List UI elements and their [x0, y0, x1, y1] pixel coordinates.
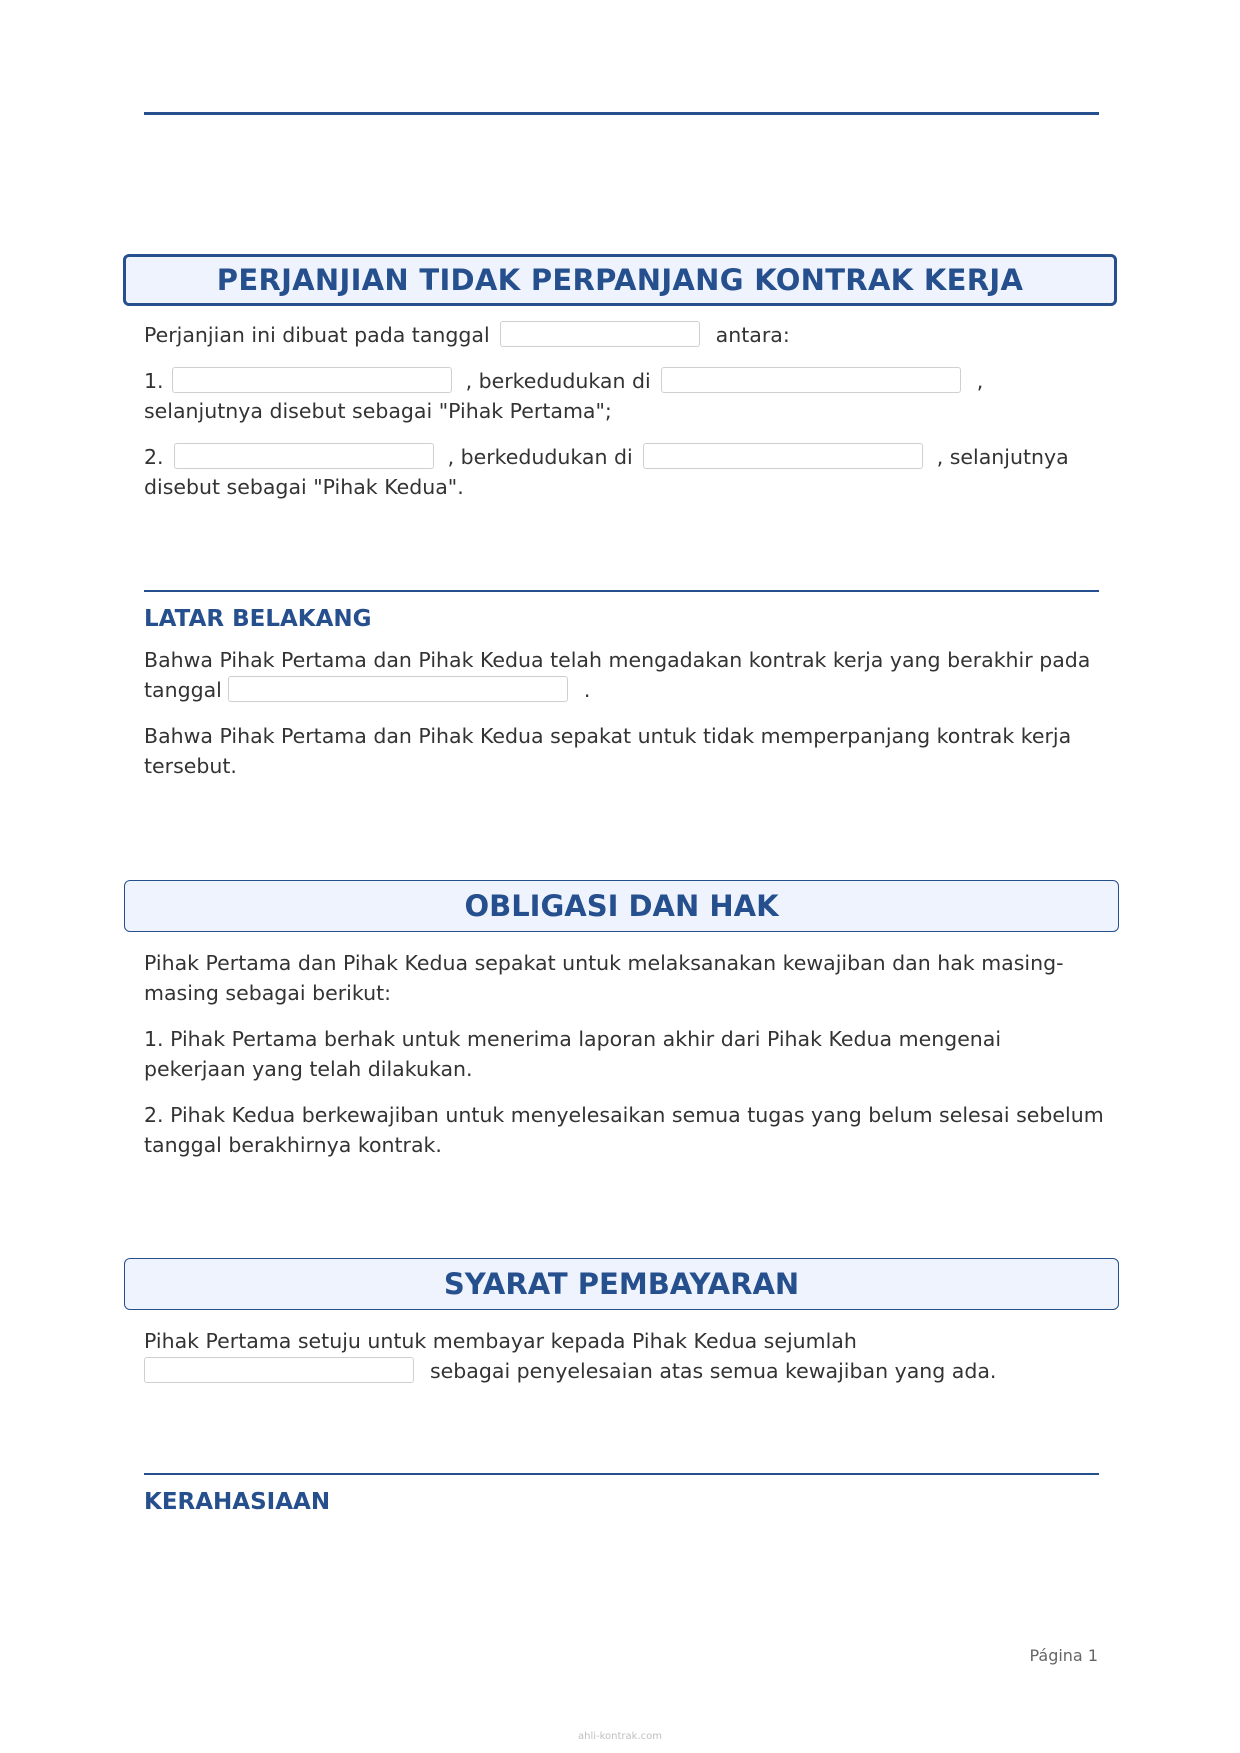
title-box	[123, 254, 1117, 306]
latar-belakang-rule	[144, 590, 1099, 592]
party-one-number: 1.	[144, 369, 164, 393]
party-two-address-field[interactable]	[643, 443, 923, 469]
payment-amount-field[interactable]	[144, 1357, 414, 1383]
footer-url: ahli-kontrak.com	[577, 1731, 662, 1742]
latar-belakang-paragraph-2: Bahwa Pihak Pertama dan Pihak Kedua sepakat untuk tidak memperpanjang kontrak kerja tersebut.	[144, 724, 1072, 778]
party-two-name-field[interactable]	[174, 443, 434, 469]
obligasi-box	[124, 880, 1119, 932]
kerahasiaan-heading: KERAHASIAAN	[144, 1489, 331, 1515]
party-one-tail-text: selanjutnya disebut sebagai "Pihak Pertama";	[144, 399, 612, 423]
obligasi-item-2: 2. Pihak Kedua berkewajiban untuk menyelesaikan semua tugas yang belum selesai sebelum tanggal berakhirnya kontrak.	[144, 1103, 1104, 1157]
party-one-name-field[interactable]	[172, 367, 452, 393]
agreement-date-field[interactable]	[500, 321, 700, 347]
party-two-located-text: , berkedudukan di	[447, 445, 633, 469]
obligasi-heading: OBLIGASI DAN HAK	[464, 889, 779, 923]
kerahasiaan-rule	[144, 1473, 1099, 1475]
pembayaran-tail-text: sebagai penyelesaian atas semua kewajiban yang ada.	[430, 1359, 997, 1383]
obligasi-item-1: 1. Pihak Pertama berhak untuk menerima laporan akhir dari Pihak Kedua mengenai pekerjaan yang telah dilakukan.	[144, 1027, 1002, 1081]
pembayaran-box	[124, 1258, 1119, 1310]
intro-antara-text: antara:	[715, 323, 790, 347]
party-one-comma: ,	[976, 369, 984, 393]
party-two-tail-text: disebut sebagai "Pihak Kedua".	[144, 475, 464, 499]
intro-paragraph	[144, 320, 1104, 350]
party-one-address-field[interactable]	[661, 367, 961, 393]
pembayaran-text: Pihak Pertama setuju untuk membayar kepada Pihak Kedua sejumlah	[144, 1329, 857, 1353]
latar-belakang-period: .	[583, 678, 591, 702]
party-two-paragraph	[144, 442, 1104, 502]
party-one-paragraph	[144, 366, 1104, 426]
page-number: Página 1	[1029, 1646, 1098, 1665]
obligasi-intro: Pihak Pertama dan Pihak Kedua sepakat untuk melaksanakan kewajiban dan hak masing-masing sebagai berikut:	[144, 951, 1064, 1005]
contract-end-date-field[interactable]	[228, 676, 568, 702]
party-two-number: 2.	[144, 445, 164, 469]
latar-belakang-text-1: Bahwa Pihak Pertama dan Pihak Kedua telah mengadakan kontrak kerja yang berakhir pada tanggal	[144, 648, 1091, 702]
header-rule	[144, 112, 1099, 115]
latar-belakang-heading: LATAR BELAKANG	[144, 606, 372, 632]
party-two-continued-text: , selanjutnya	[936, 445, 1069, 469]
latar-belakang-paragraph-1	[144, 645, 1104, 705]
intro-text: Perjanjian ini dibuat pada tanggal	[144, 323, 490, 347]
pembayaran-paragraph	[144, 1326, 1104, 1386]
pembayaran-heading: SYARAT PEMBAYARAN	[443, 1267, 800, 1301]
document-title: PERJANJIAN TIDAK PERPANJANG KONTRAK KERJA	[216, 263, 1024, 297]
party-one-located-text: , berkedudukan di	[465, 369, 651, 393]
